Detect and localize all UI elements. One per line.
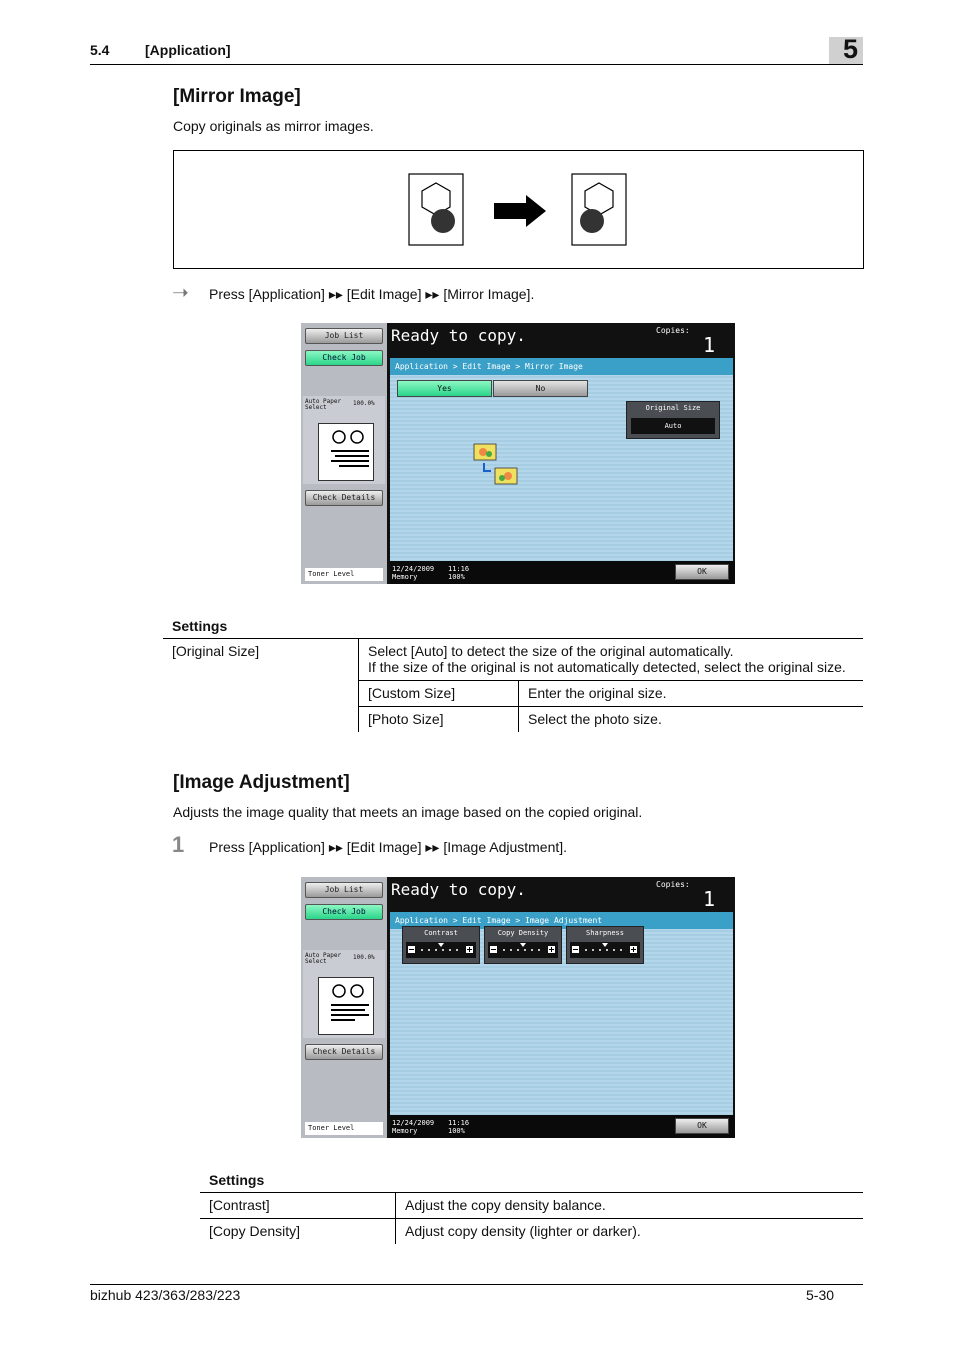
orig-size-desc-line1: Select [Auto] to detect the size of the original automatically.: [368, 643, 734, 659]
section-title: [Application]: [145, 42, 231, 58]
table-row: [200, 1219, 863, 1245]
paper-select-label: Auto Paper Select: [305, 398, 342, 411]
copy-density-cell: [Copy Density]: [200, 1219, 396, 1245]
contrast-cell: [Contrast]: [200, 1193, 396, 1219]
image-adjustment-screen: [301, 877, 735, 1138]
copy-density-desc-cell: Adjust copy density (lighter or darker).: [405, 1223, 641, 1239]
mirror-diagram: [173, 150, 864, 269]
copies-value: 1: [703, 887, 716, 911]
copies-label: Copies:: [656, 326, 690, 335]
original-size-title: Original Size: [645, 404, 701, 412]
copy-density-button[interactable]: [484, 926, 562, 964]
preview-thumbnail: [318, 977, 374, 1035]
footer-page-number: 5-30: [806, 1287, 835, 1303]
breadcrumb: Application > Edit Image > Image Adjustment: [390, 912, 733, 929]
mirror-image-desc: Copy originals as mirror images.: [173, 118, 374, 134]
contrast-slider[interactable]: [406, 942, 476, 958]
orig-size-cell: [Original Size]: [163, 639, 359, 733]
preview-graphic: [319, 978, 373, 1034]
slider-scale-icon: [406, 942, 476, 958]
step-arrow-icon: ➝: [172, 282, 189, 304]
slider-scale-icon: [570, 942, 640, 958]
memory-value: 100%: [448, 573, 465, 581]
copies-label: Copies:: [656, 880, 690, 889]
preview-graphic: [319, 424, 373, 480]
mirror-diagram-graphic: [174, 151, 863, 268]
job-list-button[interactable]: Job List: [305, 882, 383, 898]
mirror-settings-label: Settings: [172, 618, 228, 634]
yes-button[interactable]: Yes: [397, 380, 492, 397]
copy-density-label: Copy Density: [497, 929, 549, 937]
orig-size-desc-line2: If the size of the original is not automatically detected, select the original size.: [368, 659, 846, 675]
custom-size-cell: [Custom Size]: [359, 681, 519, 707]
check-details-button[interactable]: Check Details: [305, 1044, 383, 1060]
image-adj-step-text: Press [Application] ▸▸ [Edit Image] ▸▸ [Image Adjustment].: [209, 839, 568, 855]
check-job-button[interactable]: Check Job: [305, 904, 383, 920]
left-panel: [301, 877, 387, 1138]
sharpness-button[interactable]: [566, 926, 644, 964]
mirror-settings-table: [163, 638, 863, 732]
mirror-image-screen: [301, 323, 735, 584]
ok-button[interactable]: OK: [675, 1118, 729, 1134]
mirror-step-text: Press [Application] ▸▸ [Edit Image] ▸▸ [Mirror Image].: [209, 286, 535, 302]
left-panel: [301, 323, 387, 584]
orig-size-desc-cell: [359, 639, 864, 681]
chapter-number: 5: [843, 34, 859, 64]
ready-message: Ready to copy.: [391, 326, 526, 345]
sharpness-label: Sharpness: [586, 929, 624, 937]
image-adjustment-desc: Adjusts the image quality that meets an image based on the copied original.: [173, 804, 643, 820]
copies-value: 1: [703, 333, 716, 357]
slider-scale-icon: [488, 942, 558, 958]
mirror-preview-icon: [473, 443, 523, 487]
ready-message: Ready to copy.: [391, 880, 526, 899]
arrow-right-icon: [494, 195, 546, 227]
mirror-main-area: [390, 358, 733, 561]
circle-shape: [431, 209, 455, 233]
copy-density-slider[interactable]: [488, 942, 558, 958]
memory-value: 100%: [448, 1127, 465, 1135]
ok-button[interactable]: OK: [675, 564, 729, 580]
original-size-button[interactable]: [626, 401, 720, 439]
table-row: [163, 639, 863, 681]
check-job-button[interactable]: Check Job: [305, 350, 383, 366]
status-time: 11:16: [448, 565, 470, 573]
circle-shape-mirrored: [580, 209, 604, 233]
custom-size-desc-cell: Enter the original size.: [519, 681, 864, 707]
check-details-button[interactable]: Check Details: [305, 490, 383, 506]
photo-size-cell: [Photo Size]: [359, 707, 519, 733]
zoom-value: 100.0%: [353, 400, 375, 407]
contrast-button[interactable]: [402, 926, 480, 964]
contrast-desc-cell: Adjust the copy density balance.: [405, 1197, 606, 1213]
mirror-image-heading: [Mirror Image]: [173, 86, 301, 107]
status-time: 11:16: [448, 1119, 470, 1127]
paper-select-label: Auto Paper Select: [305, 952, 342, 965]
status-date: 12/24/2009: [392, 565, 435, 573]
memory-label: Memory: [392, 1127, 418, 1135]
image-adj-settings-table: [200, 1192, 863, 1244]
photo-size-desc-cell: Select the photo size.: [528, 711, 662, 727]
image-adj-settings-label: Settings: [209, 1172, 265, 1188]
image-adjustment-heading: [Image Adjustment]: [173, 772, 350, 793]
preview-thumbnail: [318, 423, 374, 481]
breadcrumb: Application > Edit Image > Mirror Image: [390, 358, 733, 375]
sharpness-slider[interactable]: [570, 942, 640, 958]
toner-level: Toner Level: [305, 568, 383, 581]
table-row: [200, 1193, 863, 1219]
job-list-button[interactable]: Job List: [305, 328, 383, 344]
status-bar: [390, 561, 735, 584]
header-rule: [90, 64, 863, 65]
original-size-value: Auto: [631, 418, 715, 434]
memory-label: Memory: [392, 573, 418, 581]
step-number: 1: [172, 832, 185, 857]
image-adj-main-area: [390, 912, 733, 1115]
status-bar: [390, 1115, 735, 1138]
toner-level: Toner Level: [305, 1122, 383, 1135]
no-button[interactable]: No: [493, 380, 588, 397]
footer-rule: [90, 1284, 863, 1285]
zoom-value: 100.0%: [353, 954, 375, 961]
contrast-label: Contrast: [424, 929, 458, 937]
section-number: 5.4: [90, 42, 110, 58]
footer-model: bizhub 423/363/283/223: [90, 1287, 241, 1303]
status-date: 12/24/2009: [392, 1119, 435, 1127]
